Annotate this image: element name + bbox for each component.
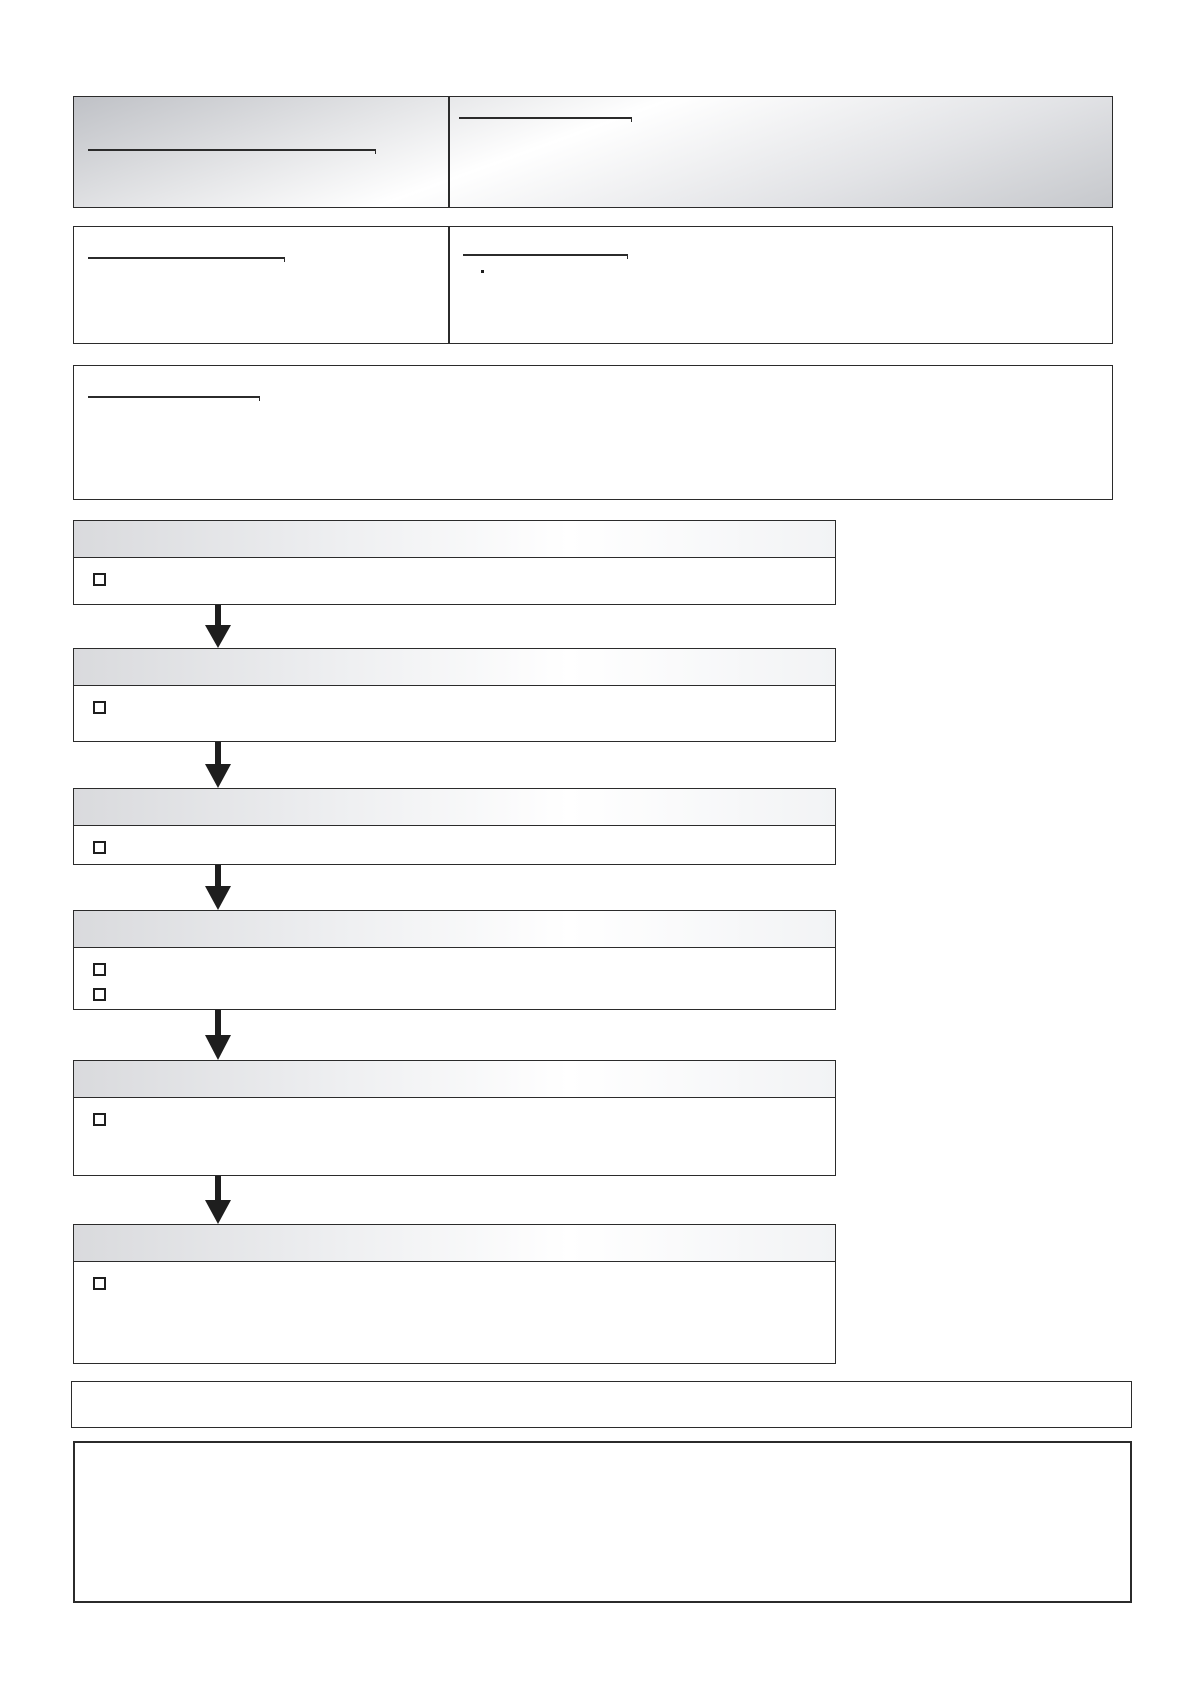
step-header [74, 521, 835, 558]
arrow-down-icon [203, 742, 233, 788]
header-right-field-line [459, 117, 631, 119]
process-step-4 [73, 910, 836, 1010]
step-header [74, 789, 835, 826]
process-step-5 [73, 1060, 836, 1176]
checkbox[interactable] [93, 1277, 106, 1290]
step-header [74, 1225, 835, 1262]
info-left-field-line [88, 257, 284, 259]
info-block [73, 226, 1113, 344]
header-block [73, 96, 1113, 208]
notes-field-line [88, 396, 259, 398]
info-right-field-line [463, 254, 627, 256]
step-header [74, 1061, 835, 1098]
process-step-3 [73, 788, 836, 865]
arrow-down-icon [203, 1176, 233, 1224]
checkbox[interactable] [93, 841, 106, 854]
notes-block [73, 365, 1113, 500]
arrow-down-icon [203, 605, 233, 648]
step-header [74, 911, 835, 948]
bullet-dot [481, 270, 484, 273]
comments-box [73, 1441, 1132, 1603]
process-step-2 [73, 648, 836, 742]
checkbox[interactable] [93, 701, 106, 714]
checkbox[interactable] [93, 963, 106, 976]
checkbox[interactable] [93, 573, 106, 586]
header-divider [448, 97, 450, 207]
process-step-6 [73, 1224, 836, 1364]
arrow-down-icon [203, 865, 233, 910]
process-step-1 [73, 520, 836, 605]
summary-bar [71, 1381, 1132, 1428]
checkbox[interactable] [93, 988, 106, 1001]
header-left-field-line [88, 149, 375, 151]
arrow-down-icon [203, 1010, 233, 1060]
checkbox[interactable] [93, 1113, 106, 1126]
step-header [74, 649, 835, 686]
info-divider [448, 227, 450, 343]
